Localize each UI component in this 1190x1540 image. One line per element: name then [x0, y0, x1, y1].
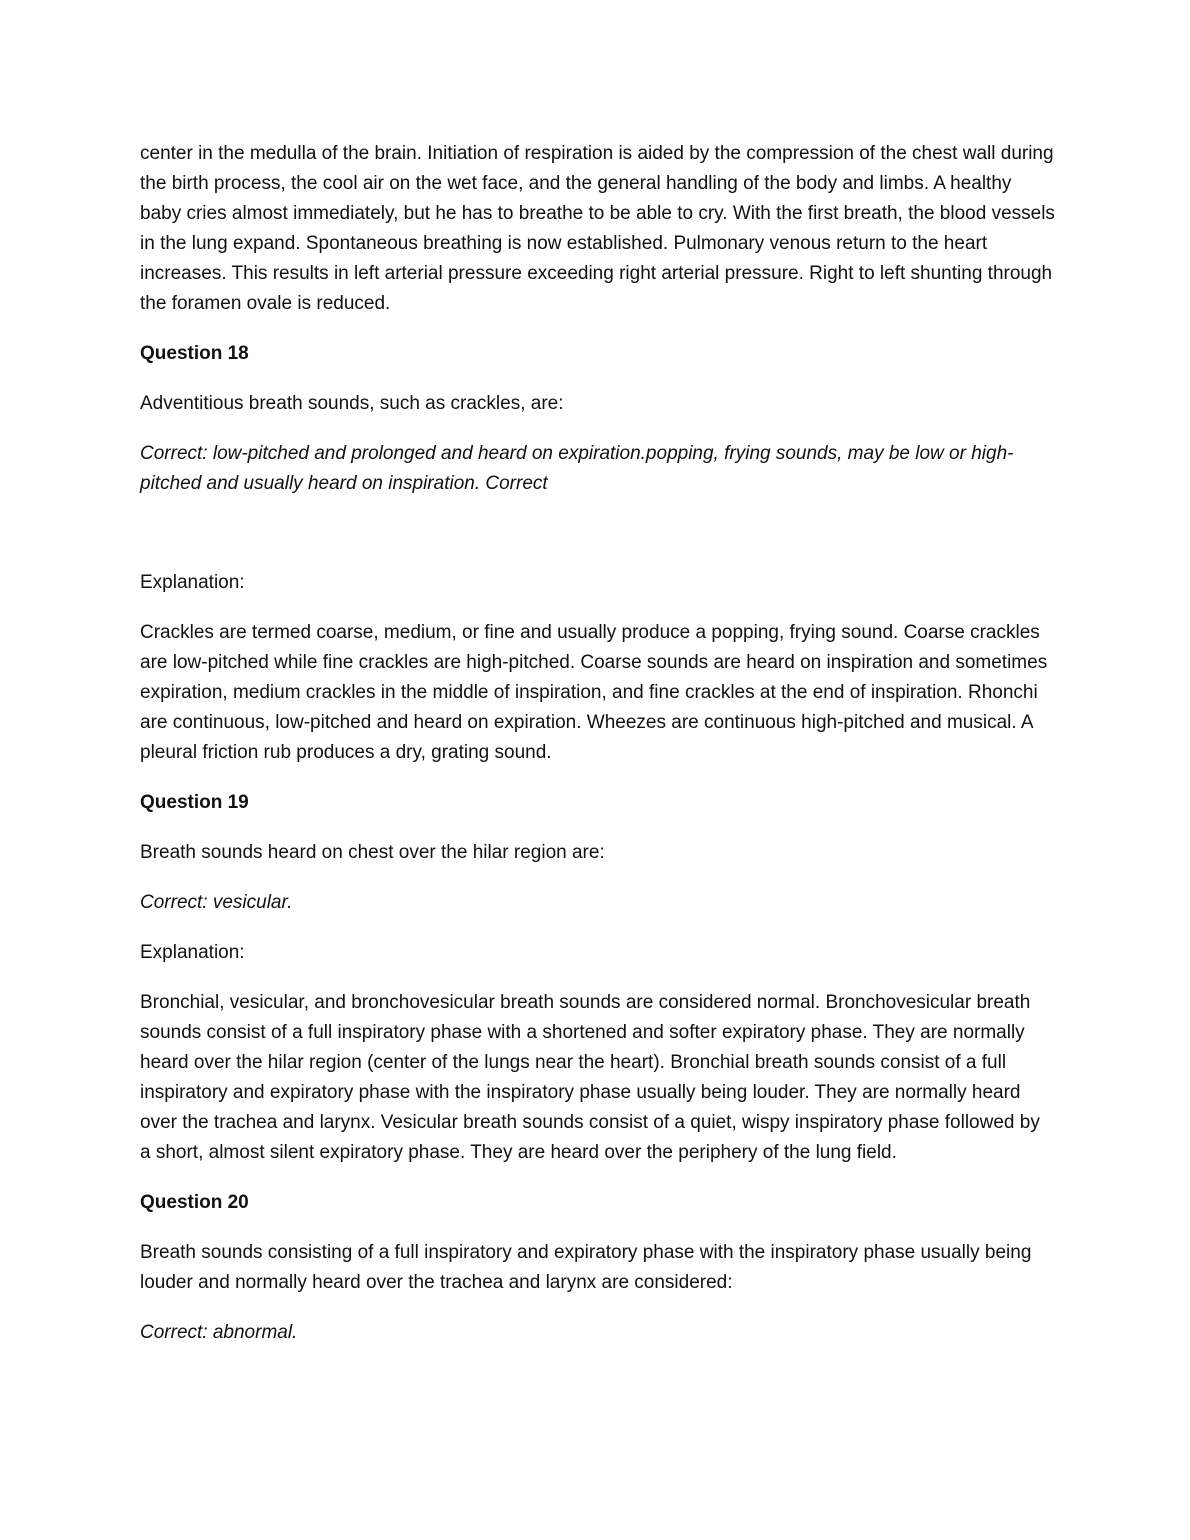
- document-page: [140, 139, 1055, 1368]
- question-19-explanation: Bronchial, vesicular, and bronchovesicular breath sounds are considered normal. Bronchovesicular breath sounds consist of a full inspiratory phase with a shortened and softer expiratory phase. They are normally heard over the hilar region (center of the lungs near the heart). Bronchial breath sounds consist of a full inspiratory and expiratory phase with the inspiratory phase usually being louder. They are normally heard over the trachea and larynx. Vesicular breath sounds consist of a quiet, wispy inspiratory phase followed by a short, almost silent expiratory phase. They are heard over the periphery of the lung field.: [140, 992, 1040, 1163]
- question-19-heading: Question 19: [140, 792, 249, 813]
- question-18-explanation: Crackles are termed coarse, medium, or fine and usually produce a popping, frying sound. Coarse crackles are low-pitched while fine crackles are high-pitched. Coarse sounds are heard on inspiration and sometimes expiration, medium crackles in the middle of inspiration, and fine crackles at the end of inspiration. Rhonchi are continuous, low-pitched and heard on expiration. Wheezes are continuous high-pitched and musical. A pleural friction rub produces a dry, grating sound.: [140, 622, 1048, 763]
- question-18-heading: Question 18: [140, 343, 249, 364]
- question-18-explanation-label: Explanation:: [140, 572, 245, 593]
- intro-paragraph: center in the medulla of the brain. Initiation of respiration is aided by the compression of the chest wall during the birth process, the cool air on the wet face, and the general handling of the body and limbs. A healthy baby cries almost immediately, but he has to breathe to be able to cry. With the first breath, the blood vessels in the lung expand. Spontaneous breathing is now established. Pulmonary venous return to the heart increases. This results in left arterial pressure exceeding right arterial pressure. Right to left shunting through the foramen ovale is reduced.: [140, 143, 1055, 314]
- question-20-answer: Correct: abnormal.: [140, 1322, 298, 1343]
- question-18-prompt: Adventitious breath sounds, such as crackles, are:: [140, 393, 564, 414]
- question-19-explanation-label: Explanation:: [140, 942, 245, 963]
- question-20-prompt: Breath sounds consisting of a full inspiratory and expiratory phase with the inspiratory phase usually being louder and normally heard over the trachea and larynx are considered:: [140, 1242, 1032, 1293]
- question-18-answer: Correct: low-pitched and prolonged and heard on expiration.popping, frying sounds, may be low or high-pitched and usually heard on inspiration. Correct: [140, 443, 1014, 494]
- question-19-prompt: Breath sounds heard on chest over the hilar region are:: [140, 842, 605, 863]
- question-20-heading: Question 20: [140, 1192, 249, 1213]
- question-19-answer: Correct: vesicular.: [140, 892, 293, 913]
